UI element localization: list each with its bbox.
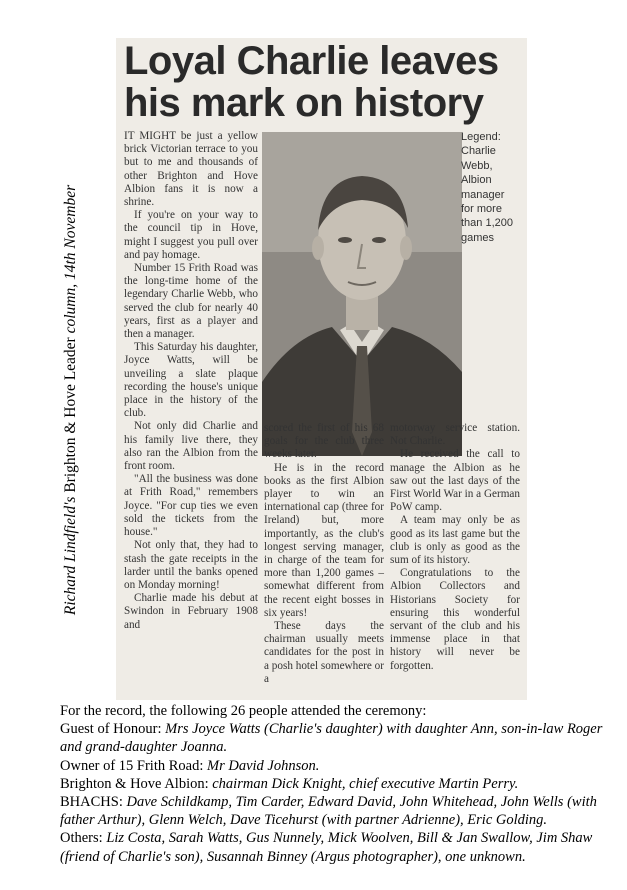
photo-legend: Legend: Charlie Webb, Albion manager for more than 1,200 games	[461, 131, 513, 244]
side-caption	[16, 110, 126, 690]
club-names: chairman Dick Knight, chief executive Martin Perry.	[212, 775, 519, 792]
caption-author: Richard Lindfield's	[62, 496, 79, 616]
col3-paragraph: Congratulations to the Albion Collectors and Historians Society for ensuring this wonderful servant of the club and his immense place in that history will never be forgotten.	[390, 567, 520, 672]
col2-paragraph: scored the first of his 68 goals for the club three weeks later.	[264, 422, 384, 461]
caption-rest: column, 14th November	[62, 184, 79, 334]
caption-paper: Brighton & Hove Leader	[62, 337, 79, 493]
bhachs-names: Dave Schildkamp, Tim Carder, Edward David, John Whitehead, John Wells (with father Arthur), Glenn Welch, Dave Ticehurst (with partner Adrienne), Eric Golding.	[60, 794, 597, 829]
record-intro: For the record, the following 26 people attended the ceremony:	[60, 703, 427, 719]
headline: Loyal Charlie leaves his mark on history	[124, 39, 499, 125]
attendance-record	[60, 702, 620, 866]
record-bhachs	[60, 793, 620, 829]
col1-paragraph: "All the business was done at Frith Road," remembers Joyce. "For cup ties we even sold the tickets from the house."	[124, 473, 258, 539]
col3-paragraph: A team may only be as good as its last game but the club is only as good as the sum of its history.	[390, 514, 520, 567]
owner-label: Owner of 15 Frith Road:	[60, 757, 207, 774]
others-names: Liz Costa, Sarah Watts, Gus Nunnely, Mick Woolven, Bill & Jan Swallow, Jim Shaw (friend of Charlie's son), Susannah Binney (Argus photographer), one unknown.	[60, 830, 593, 865]
guest-names: Mrs Joyce Watts (Charlie's daughter) with daughter Ann, son-in-law Roger and grand-daughter Joanna.	[60, 721, 603, 756]
col3-paragraph: He received the call to manage the Albion as he saw out the last days of the First World War in a German PoW camp.	[390, 448, 520, 514]
col1-paragraph: This Saturday his daughter, Joyce Watts, will be unveiling a slate plaque recording the house's unique place in the history of the club.	[124, 341, 258, 420]
col1-paragraph: IT MIGHT be just a yellow brick Victorian terrace to you but to me and thousands of other Brighton and Hove Albion fans it is now a shrine.	[124, 130, 258, 209]
bhachs-label: BHACHS:	[60, 794, 127, 811]
portrait-photo	[262, 132, 462, 456]
newspaper-clipping	[116, 38, 527, 700]
record-others	[60, 829, 620, 865]
owner-name: Mr David Johnson.	[207, 757, 320, 774]
club-label: Brighton & Hove Albion:	[60, 775, 213, 792]
guest-label: Guest of Honour:	[60, 721, 166, 738]
record-owner	[60, 757, 620, 775]
col1-paragraph: Charlie made his debut at Swindon in February 1908 and	[124, 592, 258, 631]
others-label: Others:	[60, 830, 107, 847]
col1-paragraph: Not only did Charlie and his family live there, they also ran the Albion from the front room.	[124, 420, 258, 473]
col2-paragraph: These days the chairman usually meets candidates for the post in a posh hotel somewhere or a	[264, 620, 384, 685]
col1-paragraph: Number 15 Frith Road was the long-time home of the legendary Charlie Webb, who served the club for nearly 40 years, first as a player and then a manager.	[124, 262, 258, 341]
article-column-3	[390, 422, 520, 673]
col1-paragraph: If you're on your way to the council tip in Hove, might I suggest you pull over and pay homage.	[124, 209, 258, 261]
col3-paragraph: motorway service station. Not Charlie.	[390, 422, 520, 448]
record-club	[60, 775, 620, 793]
article-column-1	[124, 130, 258, 700]
col2-paragraph: He is in the record books as the first Albion player to win an international cap (three for Ireland) but, more importantly, as the club's longest serving manager, in charge of the team for more than 1,200 games – somewhat different from the recent eight bosses in six years!	[264, 461, 384, 619]
col1-paragraph: Not only that, they had to stash the gate receipts in the larder until the banks opened on Monday morning!	[124, 539, 258, 591]
article-column-2	[264, 422, 384, 686]
record-guest	[60, 720, 620, 756]
